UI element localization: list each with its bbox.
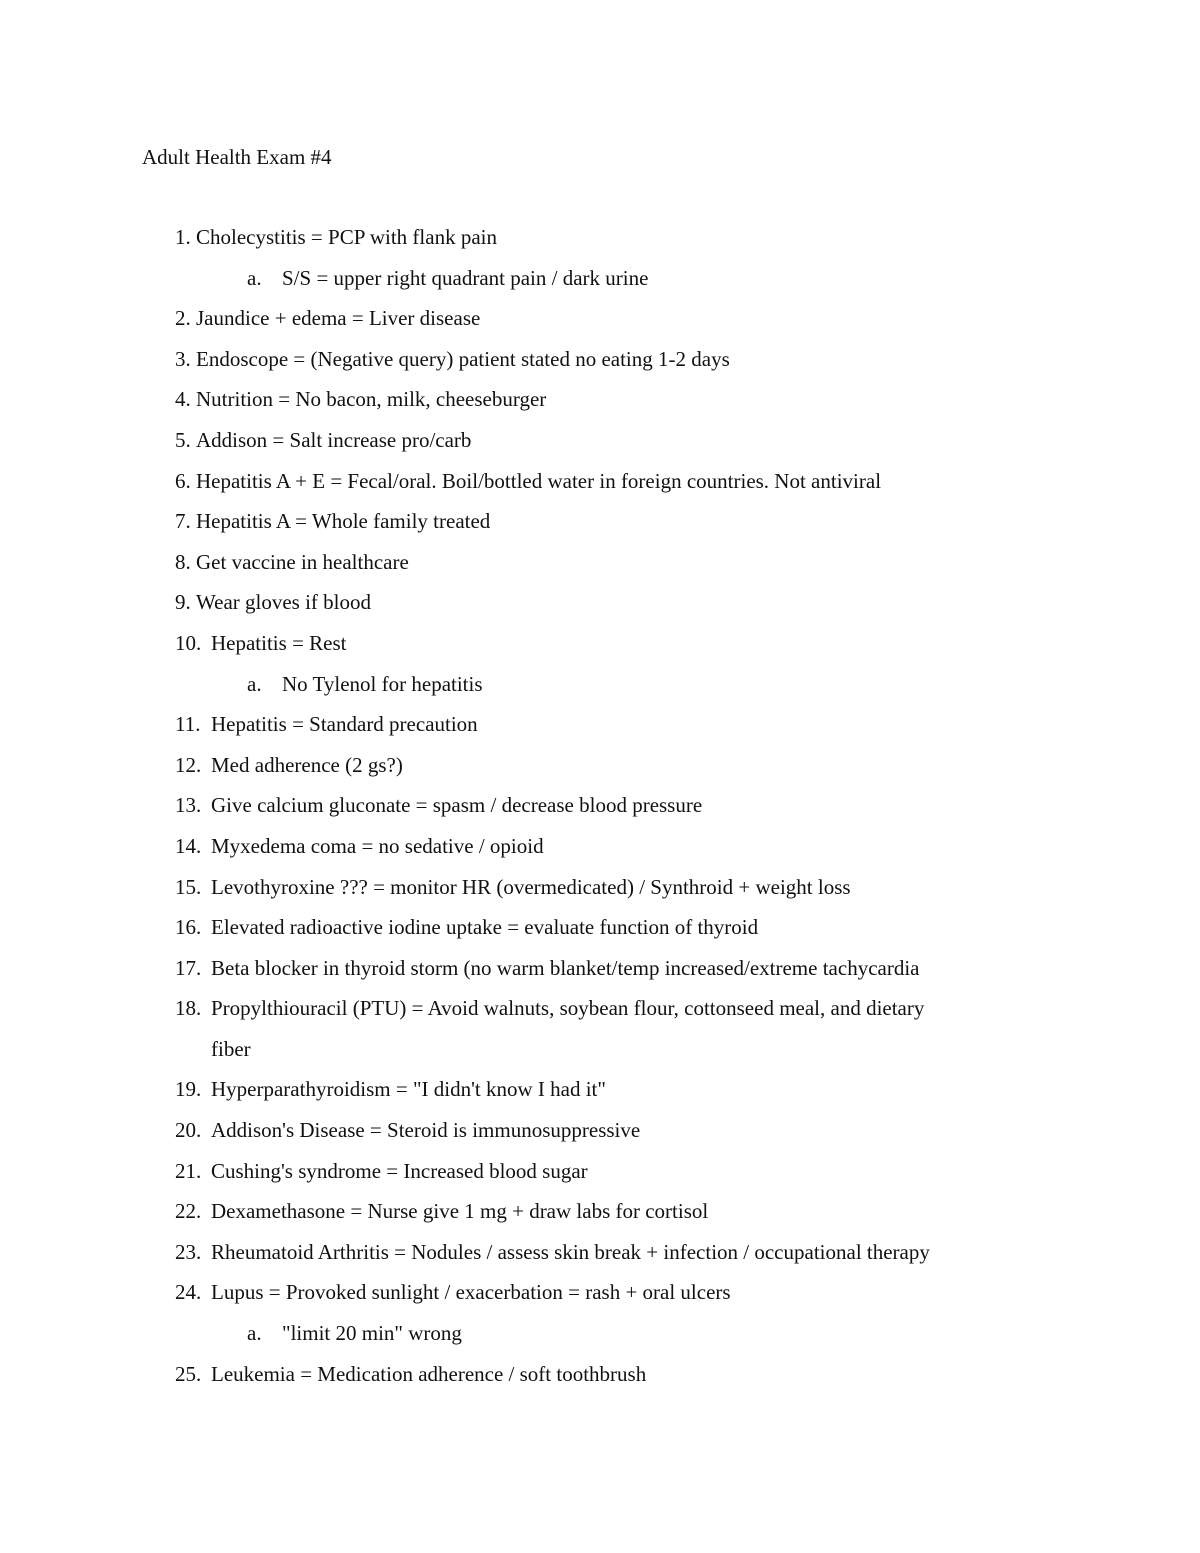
list-marker: 22.: [175, 1199, 202, 1224]
list-item-text: Hepatitis A + E = Fecal/oral. Boil/bottled water in foreign countries. Not antiviral: [196, 468, 882, 493]
list-marker: 12.: [175, 752, 202, 777]
list-item-text: Hepatitis A = Whole family treated: [196, 509, 491, 534]
list-marker: 2.: [175, 306, 191, 331]
list-item-text: Myxedema coma = no sedative / opioid: [211, 833, 544, 858]
sub-list-item: [0, 264, 1200, 305]
document-title: Adult Health Exam #4: [142, 145, 332, 169]
list-item: [0, 954, 1200, 995]
list-item-text: "limit 20 min" wrong: [282, 1321, 462, 1346]
list-marker: 20.: [175, 1118, 202, 1143]
list-item: [0, 1197, 1200, 1238]
list-item-text: Get vaccine in healthcare: [196, 549, 409, 574]
list-item: [0, 467, 1200, 508]
list-item-continuation: [0, 1035, 1200, 1076]
list-item: [0, 832, 1200, 873]
list-item-text: Levothyroxine ??? = monitor HR (overmedicated) / Synthroid + weight loss: [211, 874, 851, 899]
list-marker: a.: [247, 671, 262, 696]
list-item-text: Addison = Salt increase pro/carb: [196, 427, 472, 452]
list-item: [0, 913, 1200, 954]
list-marker: 13.: [175, 793, 202, 818]
list-item: [0, 791, 1200, 832]
list-item: [0, 345, 1200, 386]
list-item-text: Cushing's syndrome = Increased blood sugar: [211, 1158, 588, 1183]
list-marker: 15.: [175, 874, 202, 899]
list-item: [0, 1360, 1200, 1401]
list-marker: a.: [247, 265, 262, 290]
list-item: [0, 1157, 1200, 1198]
list-item: [0, 994, 1200, 1035]
list-item-text: Beta blocker in thyroid storm (no warm blanket/temp increased/extreme tachycardia: [211, 955, 920, 980]
list-marker: a.: [247, 1321, 262, 1346]
list-item-text: Wear gloves if blood: [196, 590, 372, 615]
list-marker: 8.: [175, 549, 191, 574]
list-marker: 5.: [175, 427, 191, 452]
list-marker: 17.: [175, 955, 202, 980]
list-item-text: Cholecystitis = PCP with flank pain: [196, 225, 497, 249]
list-item-text: Med adherence (2 gs?): [211, 752, 403, 777]
list-item-text: Jaundice + edema = Liver disease: [196, 306, 481, 331]
list-item: [0, 1075, 1200, 1116]
list-item: [0, 426, 1200, 467]
list-item-text: fiber: [211, 1036, 251, 1061]
list-item: [0, 873, 1200, 914]
list-marker: 6.: [175, 468, 191, 493]
list-item-text: Addison's Disease = Steroid is immunosuppressive: [211, 1118, 641, 1143]
list-marker: 1.: [175, 225, 191, 249]
list-item-text: Dexamethasone = Nurse give 1 mg + draw labs for cortisol: [211, 1199, 709, 1224]
list-marker: 4.: [175, 387, 191, 412]
sub-list-item: [0, 670, 1200, 711]
list-marker: 14.: [175, 833, 202, 858]
list-item-text: Hyperparathyroidism = "I didn't know I had it": [211, 1077, 606, 1102]
list-marker: 9.: [175, 590, 191, 615]
list-item: [0, 507, 1200, 548]
list-marker: 11.: [175, 712, 201, 737]
list-item: [0, 1238, 1200, 1279]
list-item-text: Elevated radioactive iodine uptake = evaluate function of thyroid: [211, 915, 759, 940]
list-marker: 10.: [175, 630, 202, 655]
list-item: [0, 1278, 1200, 1319]
list-marker: 7.: [175, 509, 191, 534]
list-item: [0, 304, 1200, 345]
list-item: [0, 751, 1200, 792]
list-item-text: Nutrition = No bacon, milk, cheeseburger: [196, 387, 547, 412]
list-item-text: Lupus = Provoked sunlight / exacerbation = rash + oral ulcers: [211, 1280, 731, 1305]
list-item: [0, 629, 1200, 670]
sub-list-item: [0, 1319, 1200, 1360]
list-item-text: No Tylenol for hepatitis: [282, 671, 483, 696]
list-marker: 18.: [175, 996, 202, 1021]
list-item-text: Propylthiouracil (PTU) = Avoid walnuts, soybean flour, cottonseed meal, and dietary: [211, 996, 925, 1021]
numbered-list: [0, 223, 1200, 1400]
list-item: [0, 710, 1200, 751]
list-item: [0, 1116, 1200, 1157]
list-item-text: Leukemia = Medication adherence / soft toothbrush: [211, 1361, 647, 1386]
list-item-text: Give calcium gluconate = spasm / decrease blood pressure: [211, 793, 703, 818]
list-item-text: Hepatitis = Standard precaution: [211, 712, 478, 737]
list-item-text: Hepatitis = Rest: [211, 630, 347, 655]
list-marker: 21.: [175, 1158, 202, 1183]
list-marker: 3.: [175, 346, 191, 371]
list-item-text: Endoscope = (Negative query) patient stated no eating 1-2 days: [196, 346, 730, 371]
list-item: [0, 548, 1200, 589]
list-item: [0, 588, 1200, 629]
list-marker: 24.: [175, 1280, 202, 1305]
list-marker: 23.: [175, 1239, 202, 1264]
list-item: [0, 385, 1200, 426]
list-marker: 19.: [175, 1077, 202, 1102]
list-marker: 16.: [175, 915, 202, 940]
list-item-text: S/S = upper right quadrant pain / dark urine: [282, 265, 649, 290]
list-item-text: Rheumatoid Arthritis = Nodules / assess skin break + infection / occupational therapy: [211, 1239, 930, 1264]
list-item: [0, 223, 1200, 264]
list-marker: 25.: [175, 1361, 202, 1386]
